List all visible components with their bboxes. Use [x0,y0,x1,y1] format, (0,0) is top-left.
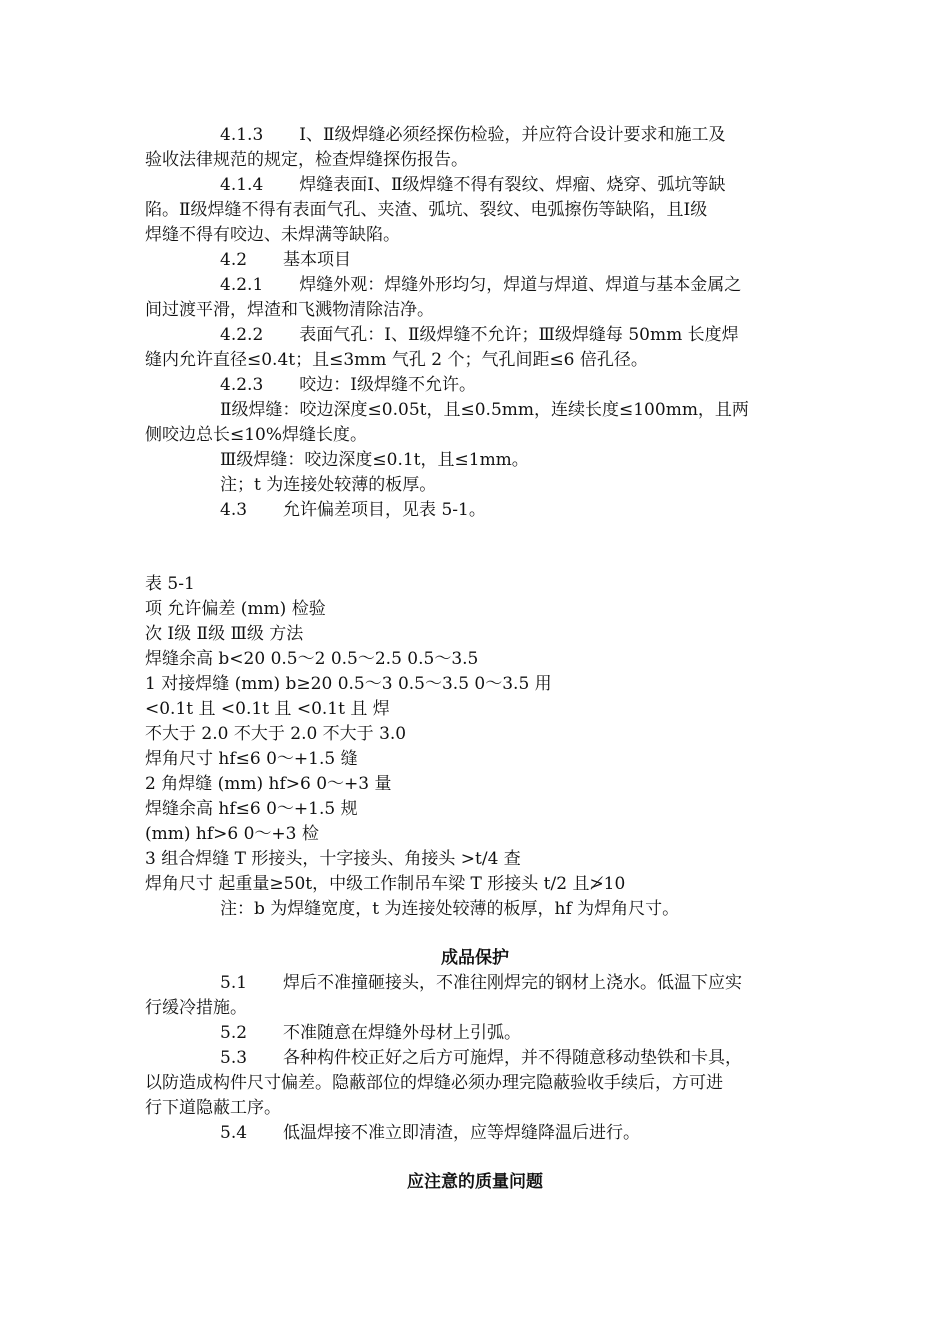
clause-4-1-4-cont2: 焊缝不得有咬边、未焊满等缺陷。 [145,225,400,245]
clause-text: 焊缝表面Ⅰ、Ⅱ级焊缝不得有裂纹、焊瘤、烧穿、弧坑等缺 [299,175,726,195]
clause-4-2-3 [220,373,805,398]
clause-4-2-2-cont: 缝内允许直径≤0.4t；且≤3mm 气孔 2 个；气孔间距≤6 倍孔径。 [145,350,648,370]
clause-4-1-4 [220,173,805,198]
table-row: <0.1t 且 <0.1t 且 <0.1t 且 焊 [145,699,390,719]
clause-number: 5.3 [220,1048,248,1068]
table-row: 1 对接焊缝 (mm) b≥20 0.5～3 0.5～3.5 0～3.5 用 [145,674,552,694]
clause-grade3-undercut: Ⅲ级焊缝：咬边深度≤0.1t，且≤1mm。 [220,450,529,470]
clause-text: 基本项目 [283,250,352,270]
clause-text: 表面气孔：Ⅰ、Ⅱ级焊缝不允许；Ⅲ级焊缝每 50mm 长度焊 [299,325,739,345]
clause-4-1-4-cont1: 陷。Ⅱ级焊缝不得有表面气孔、夹渣、弧坑、裂纹、电弧擦伤等缺陷，且Ⅰ级 [145,200,708,220]
table-row: 焊角尺寸 起重量≥50t，中级工作制吊车梁 T 形接头 t/2 且≯10 [145,874,626,894]
table-row: 焊缝余高 hf≤6 0～+1.5 规 [145,799,358,819]
clause-5-4 [220,1121,805,1146]
clause-number: 4.1.3 [220,125,264,145]
clause-number: 4.3 [220,500,248,520]
clause-text: 焊缝外观：焊缝外形均匀，焊道与焊道、焊道与基本金属之 [299,275,742,295]
clause-4-2-1 [220,273,805,298]
clause-number: 4.2.2 [220,325,264,345]
clause-5-1-cont: 行缓冷措施。 [145,998,247,1018]
clause-grade2-undercut-cont: 侧咬边总长≤10%焊缝长度。 [145,425,368,445]
table-row: 不大于 2.0 不大于 2.0 不大于 3.0 [145,724,407,744]
clause-text: 各种构件校正好之后方可施焊，并不得随意移动垫铁和卡具， [283,1048,743,1068]
clause-4-2-2 [220,323,805,348]
table-row: 焊缝余高 b<20 0.5～2 0.5～2.5 0.5～3.5 [145,649,479,669]
clause-number: 5.4 [220,1123,248,1143]
clause-number: 4.1.4 [220,175,264,195]
table-caption: 表 5-1 [145,574,195,594]
clause-4-2 [220,248,805,273]
clause-text: 允许偏差项目，见表 5-1。 [283,500,486,520]
table-row: 2 角焊缝 (mm) hf>6 0～+3 量 [145,774,392,794]
clause-5-3 [220,1046,805,1071]
table-note: 注：b 为焊缝宽度，t 为连接处较薄的板厚，hf 为焊角尺寸。 [220,899,680,919]
clause-text: 咬边：Ⅰ级焊缝不允许。 [299,375,476,395]
clause-text: 焊后不准撞砸接头，不准往刚焊完的钢材上浇水。低温下应实 [283,973,743,993]
clause-number: 5.2 [220,1023,248,1043]
clause-4-1-3 [220,123,805,148]
section-heading-finished-product-protection: 成品保护 [441,948,509,968]
table-row: 项 允许偏差 (mm) 检验 [145,599,326,619]
clause-4-2-1-cont: 间过渡平滑，焊渣和飞溅物清除洁净。 [145,300,434,320]
table-row: 焊角尺寸 hf≤6 0～+1.5 缝 [145,749,358,769]
table-row: 次 Ⅰ级 Ⅱ级 Ⅲ级 方法 [145,624,304,644]
clause-number: 4.2 [220,250,248,270]
clause-5-1 [220,971,805,996]
clause-text: 低温焊接不准立即清渣，应等焊缝降温后进行。 [283,1123,641,1143]
clause-5-3-cont1: 以防造成构件尺寸偏差。隐蔽部位的焊缝必须办理完隐蔽验收手续后，方可进 [145,1073,723,1093]
table-row: (mm) hf>6 0～+3 检 [145,824,319,844]
clause-number: 4.2.1 [220,275,264,295]
clause-text: Ⅰ、Ⅱ级焊缝必须经探伤检验，并应符合设计要求和施工及 [299,125,726,145]
clause-number: 4.2.3 [220,375,264,395]
clause-4-3 [220,498,805,523]
clause-number: 5.1 [220,973,248,993]
clause-4-1-3-cont: 验收法律规范的规定，检查焊缝探伤报告。 [145,150,468,170]
note-thickness: 注；t 为连接处较薄的板厚。 [220,475,437,495]
clause-5-3-cont2: 行下道隐蔽工序。 [145,1098,281,1118]
table-row: 3 组合焊缝 T 形接头，十字接头、角接头 >t/4 查 [145,849,521,869]
clause-text: 不准随意在焊缝外母材上引弧。 [283,1023,522,1043]
section-heading-quality-issues: 应注意的质量问题 [407,1172,543,1192]
clause-grade2-undercut: Ⅱ级焊缝：咬边深度≤0.05t，且≤0.5mm，连续长度≤100mm，且两 [220,400,749,420]
clause-5-2 [220,1021,805,1046]
